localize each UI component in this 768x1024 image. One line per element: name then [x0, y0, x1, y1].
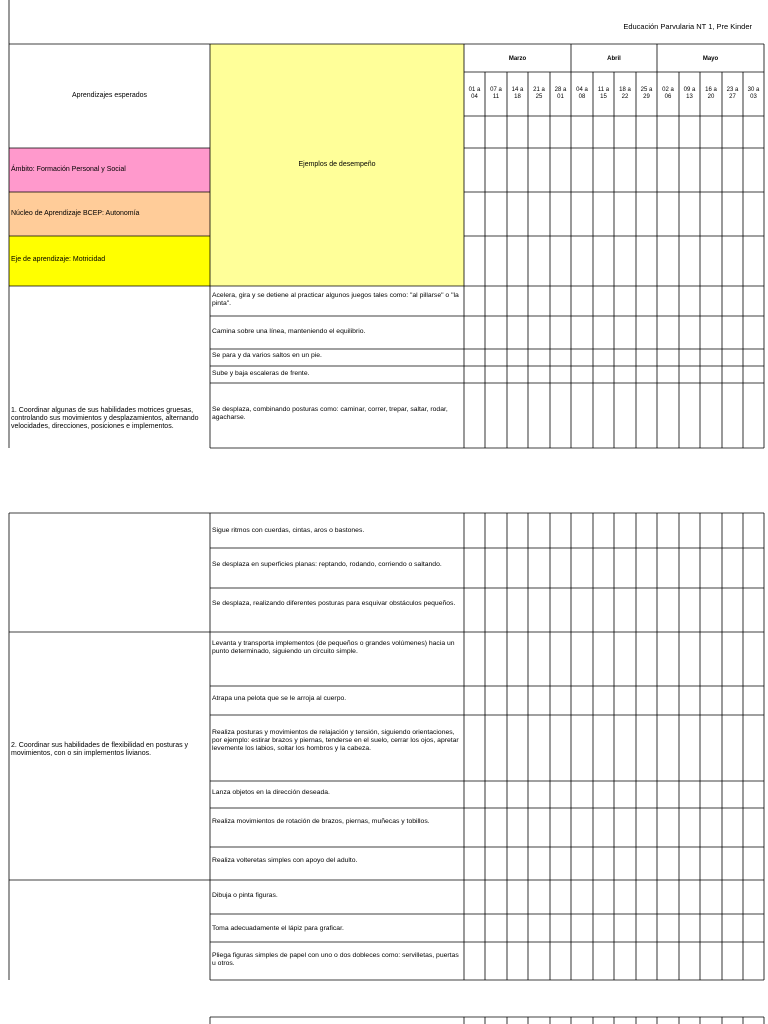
week-range: 09 a 13: [683, 87, 696, 100]
document-title: Educación Parvularia NT 1, Pre Kinder: [623, 22, 752, 31]
week-range: 28 a 01: [554, 87, 567, 100]
performance-item: Realiza volteretas simples con apoyo del adulto.: [212, 857, 358, 864]
performance-item: Se para y da varios saltos en un pie.: [212, 352, 322, 359]
performance-item: Sigue ritmos con cuerdas, cintas, aros o bastones.: [212, 527, 365, 534]
performance-item: Realiza posturas y movimientos de relajación y tensión, siguiendo orientaciones, por ejemplo: estirar brazos y piernas, tenderse en el suelo, cerrar los ojos, apretar levemente los labios, soltar los hombros y la cabeza.: [212, 729, 459, 752]
performance-item: Pliega figuras simples de papel con uno o dos dobleces como: servilletas, puertas u otros.: [212, 952, 459, 967]
performance-item: Acelera, gira y se detiene al practicar algunos juegos tales como: "al pillarse" o "la pinta".: [212, 292, 459, 307]
month-marzo: Marzo: [508, 56, 527, 62]
month-abril: Abril: [607, 56, 621, 62]
week-range: 23 a 27: [726, 87, 739, 100]
expected-learnings-header: Aprendizajes esperados: [71, 92, 148, 99]
week-range: 01 a 04: [468, 87, 481, 100]
week-range: 02 a 06: [662, 87, 674, 100]
week-range: 04 a 08: [576, 87, 588, 100]
performance-item: Se desplaza, realizando diferentes posturas para esquivar obstáculos pequeños.: [212, 600, 456, 607]
ambito-label: Ámbito: Formación Personal y Social: [11, 166, 126, 173]
performance-item: Lanza objetos en la dirección deseada.: [212, 789, 330, 796]
nucleo-label: Núcleo de Aprendizaje BCEP: Autonomía: [11, 210, 140, 217]
performance-item: Toma adecuadamente el lápiz para graficar.: [212, 925, 344, 932]
week-range: 07 a 11: [490, 87, 502, 100]
performance-item: Camina sobre una línea, manteniendo el equilibrio.: [212, 328, 366, 335]
performance-item: Atrapa una pelota que se le arroja al cuerpo.: [212, 695, 347, 702]
performance-item: Se desplaza en superficies planas: reptando, rodando, corriendo o saltando.: [212, 561, 442, 568]
eje-label: Eje de aprendizaje: Motricidad: [11, 256, 106, 263]
week-range: 30 a 03: [747, 87, 760, 100]
performance-item: Levanta y transporta implementos (de pequeños o grandes volúmenes) hacia un punto determinado, siguiendo un circuito simple.: [212, 640, 455, 655]
week-range: 25 a 29: [640, 87, 653, 100]
learning-2: 2. Coordinar sus habilidades de flexibilidad en posturas y movimientos, con o sin implementos livianos.: [11, 742, 189, 757]
week-range: 11 a 15: [597, 87, 610, 100]
week-range: 18 a 22: [619, 87, 631, 100]
week-range: 21 a 25: [533, 87, 545, 100]
week-range: 14 a 18: [511, 87, 524, 100]
performance-item: Sube y baja escaleras de frente.: [212, 370, 310, 377]
week-range: 16 a 20: [705, 87, 717, 100]
performance-item: Dibuja o pinta figuras.: [212, 892, 278, 899]
performance-examples-header: Ejemplos de desempeño: [298, 161, 376, 168]
learning-1: 1. Coordinar algunas de sus habilidades motrices gruesas, controlando sus movimientos y desplazamientos, alternando velocidades, direcciones, posiciones e implementos.: [11, 407, 199, 430]
month-mayo: Mayo: [702, 56, 719, 62]
performance-item: Se desplaza, combinando posturas como: caminar, correr, trepar, saltar, rodar, agacharse.: [212, 406, 448, 421]
performance-item: Realiza movimientos de rotación de brazos, piernas, muñecas y tobillos.: [212, 818, 430, 825]
